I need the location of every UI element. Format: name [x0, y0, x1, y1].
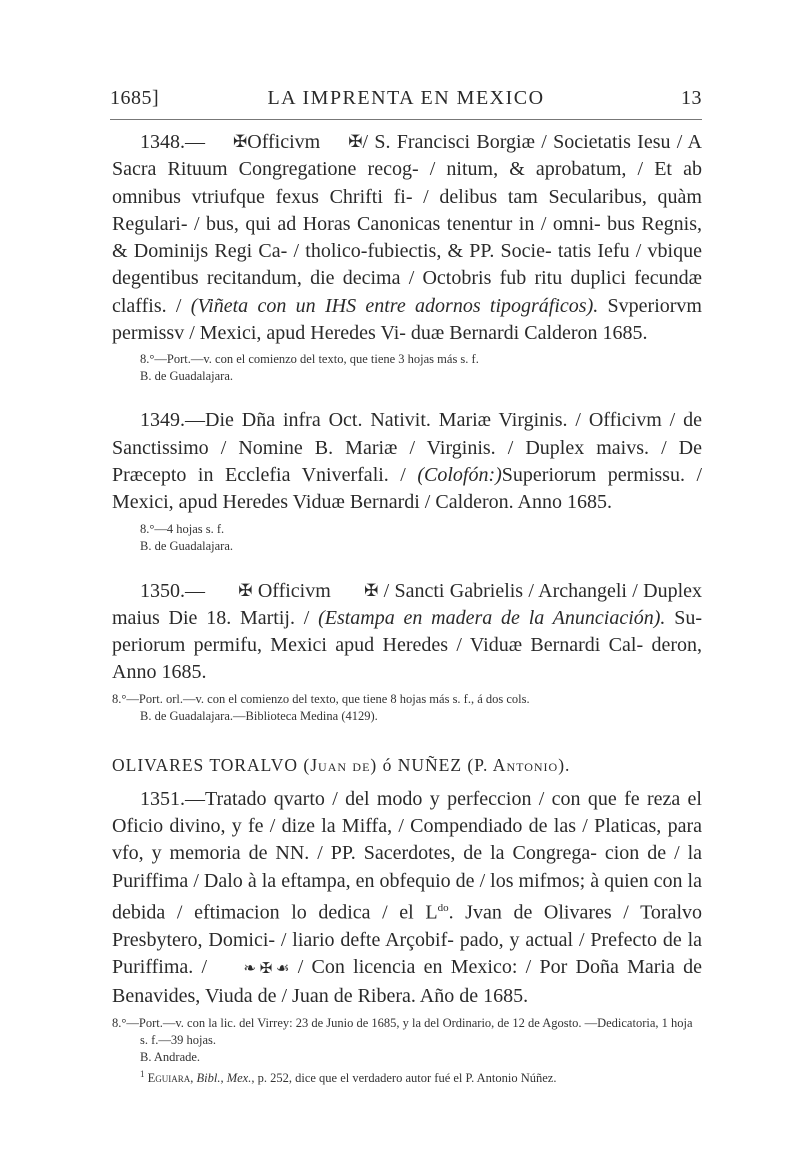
author-surname: OLIVARES TORALVO [112, 754, 299, 775]
author-heading [112, 755, 702, 776]
entry-italic-note: (Estampa en madera de la Anunciación). [318, 606, 666, 629]
entry-number: 1350.— [140, 579, 211, 602]
entry-imprint: Su- periorum permifu, Mexici apud Heredes / Viduæ Bernardi Cal- deron, Anno 1685. [112, 606, 702, 684]
collation-note: 8.°—Port.—v. con la lic. del Virrey: 23 de Junio de 1685, y la del Ordinario, de 12 de Agosto. —Dedicatoria, 1 hoja s. f.—39 hojas. [112, 1015, 693, 1047]
entry-notes [112, 351, 702, 385]
entry-italic-note: (Viñeta con un IHS entre adornos tipográficos). [190, 294, 599, 317]
cross-ornament-icon: ✠ [364, 580, 379, 600]
entry-number: 1348.— [140, 131, 205, 153]
location-note: B. de Guadalajara. [140, 369, 234, 384]
location-note: B. de Guadalajara.—Biblioteca Medina (4129). [140, 708, 378, 723]
page-number: 13 [681, 87, 702, 109]
collation-note: 8.°—Port.—v. con el comienzo del texto, que tiene 3 hojas más s. f. [140, 352, 479, 367]
entry-text [112, 786, 702, 1011]
entry-body: / Sancti Gabrielis / Archangeli / Duplex maius Die 18. Martij. / [112, 579, 703, 629]
entry-notes [112, 521, 702, 555]
location-note: B. de Guadalajara. [140, 538, 234, 553]
entry-imprint: Superiorum permissu. / Mexici, apud Heredes Viduæ Bernardi / Calderon. Anno 1685. [112, 463, 702, 514]
author-given-name: (Juan de) [303, 754, 378, 775]
entry-imprint: / Con licencia en Mexico: / Por Doña Maria de Benavides, Viuda de / Juan de Ribera. Año de 1685. [112, 956, 702, 1008]
page-body [112, 128, 702, 1087]
entry-notes [112, 691, 702, 725]
entry-italic-note: (Colofón:) [417, 463, 502, 486]
location-note: B. Andrade. [140, 1049, 201, 1064]
header-rule [110, 119, 702, 120]
footnote-reference: Bibl., Mex. [196, 1070, 252, 1085]
entry-1351 [112, 786, 702, 1087]
footnote-author: Eguiara [147, 1070, 191, 1085]
entry-body: 1349.—Die Dña infra Oct. Nativit. Mariæ Virginis. / Officivm / de Sanctissimo / Nomine B. Mariæ / Virginis. / Duplex maivs. / De Præcepto in Ecclefia Vniverfali. / [112, 409, 702, 486]
entry-1349 [112, 407, 702, 554]
footnote-text: , p. 252, dice que el verdadero autor fué el P. Antonio Núñez. [251, 1070, 557, 1085]
footnote: $^1$ Eguiara, Bibl., Mex., p. 252, dice que el verdadero autor fué el P. Antonio Núñez. [140, 1068, 557, 1085]
entry-body-cont: . Jvan de Olivares / Toralvo Presbytero, Domici- / liario defte Arçobif- pado, y actual / Prefecto de la Puriffima. / [112, 901, 702, 979]
cross-ornament-icon: ✠ [233, 132, 248, 151]
entry-body: / S. Francisci Borgiæ / Societatis Iesu / A Sacra Rituum Congregatione recog- / nitum, & aprobatum, / Et ab omnibus vtriufque fexus Chrifti fi- / delibus tam Secularibus, quàm Regulari- / bus, qui ad Horas Canonicas tenentur in / omni- bus Regnis, & Dominijs Regi Ca- / tholico-fubiectis, & PP. Socie- tatis Iefu / vbique degentibus recitandum, die decima / Octobris fub ritu duplici fecundæ claffis. / [112, 131, 702, 317]
fleuron-ornament-icon: ❧ ✠ ☙ [243, 961, 290, 978]
entry-1348 [112, 128, 702, 385]
entry-notes [112, 1015, 702, 1087]
cross-ornament-icon: ✠ [238, 580, 253, 600]
entry-title: Officivm [252, 579, 337, 602]
entry-text [112, 407, 702, 516]
collation-note: 8.°—Port. orl.—v. con el comienzo del texto, que tiene 8 hojas más s. f., á dos cols. [112, 691, 530, 706]
cross-ornament-icon: ✠ [348, 132, 363, 151]
entry-imprint: Svperiorvm permissv / Mexici, apud Heredes Vi- duæ Bernardi Calderon 1685. [112, 294, 702, 345]
running-head-year: 1685] [110, 87, 160, 109]
footnote-marker: 1 [140, 1068, 145, 1079]
running-head [110, 87, 702, 113]
running-head-title: LA IMPRENTA EN MEXICO [267, 87, 545, 109]
author-conjunction: ó [377, 754, 398, 775]
entry-1350 [112, 577, 702, 725]
entry-body: 1351.—Tratado qvarto / del modo y perfeccion / con que fe reza el Oficio divino, y fe / dize la Miffa, / Compendiado de las / Platicas, para vfo, y memoria de NN. / PP. Sacerdotes, de la Congrega- cion de / la Puriffima / Dalo à la eftampa, en obfequio de / los mifmos; à quien con la debida / eftimacion lo dedica / el L [112, 787, 702, 924]
entry-text [112, 128, 702, 347]
author-alt-given-name: (P. Antonio). [462, 754, 571, 775]
superscript-abbrev: do [437, 901, 449, 914]
entry-text [112, 577, 702, 687]
collation-note: 8.°—4 hojas s. f. [140, 521, 225, 536]
entry-title: Officivm [247, 131, 321, 153]
author-alt-surname: NUÑEZ [397, 754, 463, 775]
